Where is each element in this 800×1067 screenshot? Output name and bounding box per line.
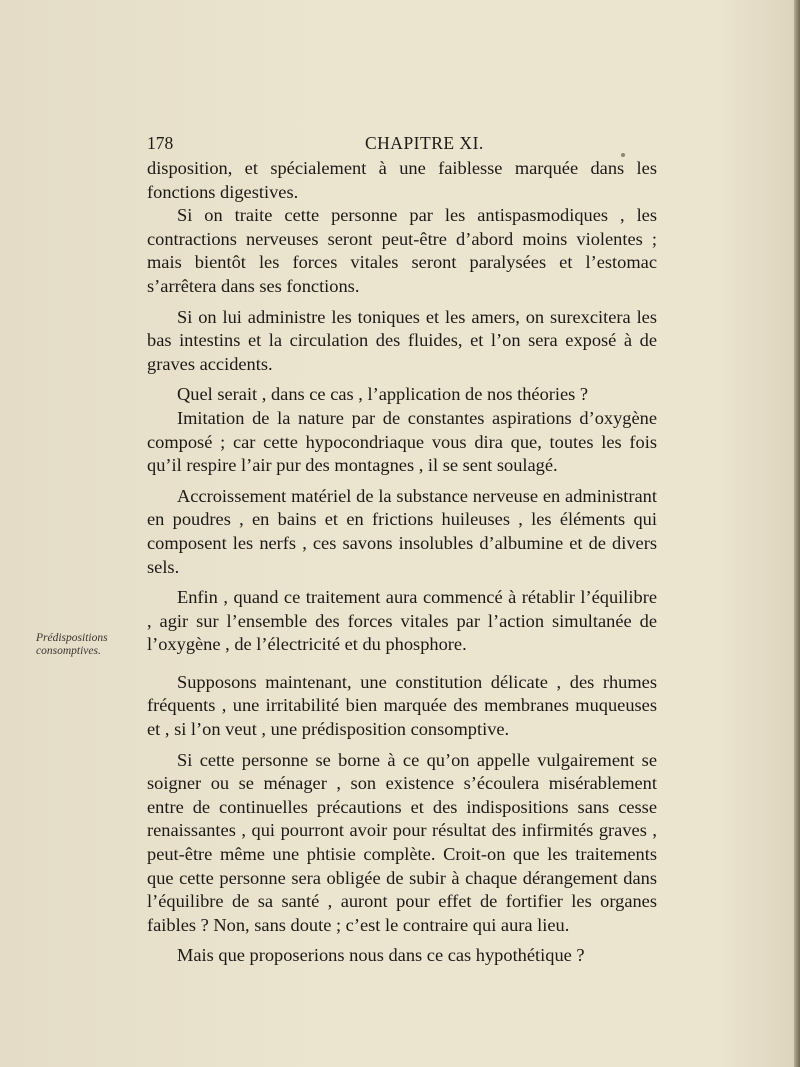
body-text (147, 157, 657, 968)
page-number: 178 (147, 133, 174, 153)
paragraph: Imitation de la nature par de constantes aspirations d’oxygène composé ; car cette hypocondriaque vous dira que, toutes les fois qu’il respire l’air pur des montagnes , il se sent soulagé. (147, 407, 657, 476)
page-header (147, 133, 657, 159)
paragraph: Quel serait , dans ce cas , l’application de nos théories ? (177, 384, 589, 405)
paragraph: Mais que proposerions nous dans ce cas hypothétique ? (177, 945, 585, 966)
paragraph: Si on traite cette personne par les antispasmodiques , les contractions nerveuses seront peut-être d’abord moins violentes ; mais bientôt les forces vitales seront paralysées et l’estomac s’arrêtera dans ses fonctions. (147, 205, 657, 296)
margin-note: Prédispositions consomptives. (36, 632, 108, 657)
paragraph: Enfin , quand ce traitement aura commencé à rétablir l’équilibre , agir sur l’ensemble des forces vitales par l’action simultanée de l’oxygène , de l’électricité et du phosphore. (147, 587, 657, 655)
page-edge (794, 0, 800, 1067)
paragraph: Si on lui administre les toniques et les amers, on surexcitera les bas intestins et la circulation des fluides, et l’on sera exposé à de graves accidents. (147, 306, 657, 374)
paragraph: Si cette personne se borne à ce qu’on appelle vulgairement se soigner ou se ménager , son existence s’écoulera misérablement entre de continuelles précautions et des indispositions sans cesse renaissantes , qui pourront avoir pour résultat des infirmités graves , peut-être même une phtisie complète. Croit-on que les traitements que cette personne sera obligée de subir à chaque dérangement dans l’équilibre de sa santé , auront pour effet de fortifier les organes faibles ? Non, sans doute ; c’est le contraire qui aura lieu. (147, 749, 657, 935)
running-title: CHAPITRE XI. (365, 133, 484, 153)
paragraph: Accroissement matériel de la substance nerveuse en administrant en poudres , en bains et en frictions huileuses , les éléments qui composent les nerfs , ces savons insolubles d’albumine et de divers sels. (147, 485, 657, 577)
paragraph: Supposons maintenant, une constitution délicate , des rhumes fréquents , une irritabilité bien marquée des membranes muqueuses et , si l’on veut , une prédisposition consomptive. (147, 671, 657, 740)
paragraph: disposition, et spécialement à une faiblesse marquée dans les fonctions digestives. (147, 158, 657, 202)
